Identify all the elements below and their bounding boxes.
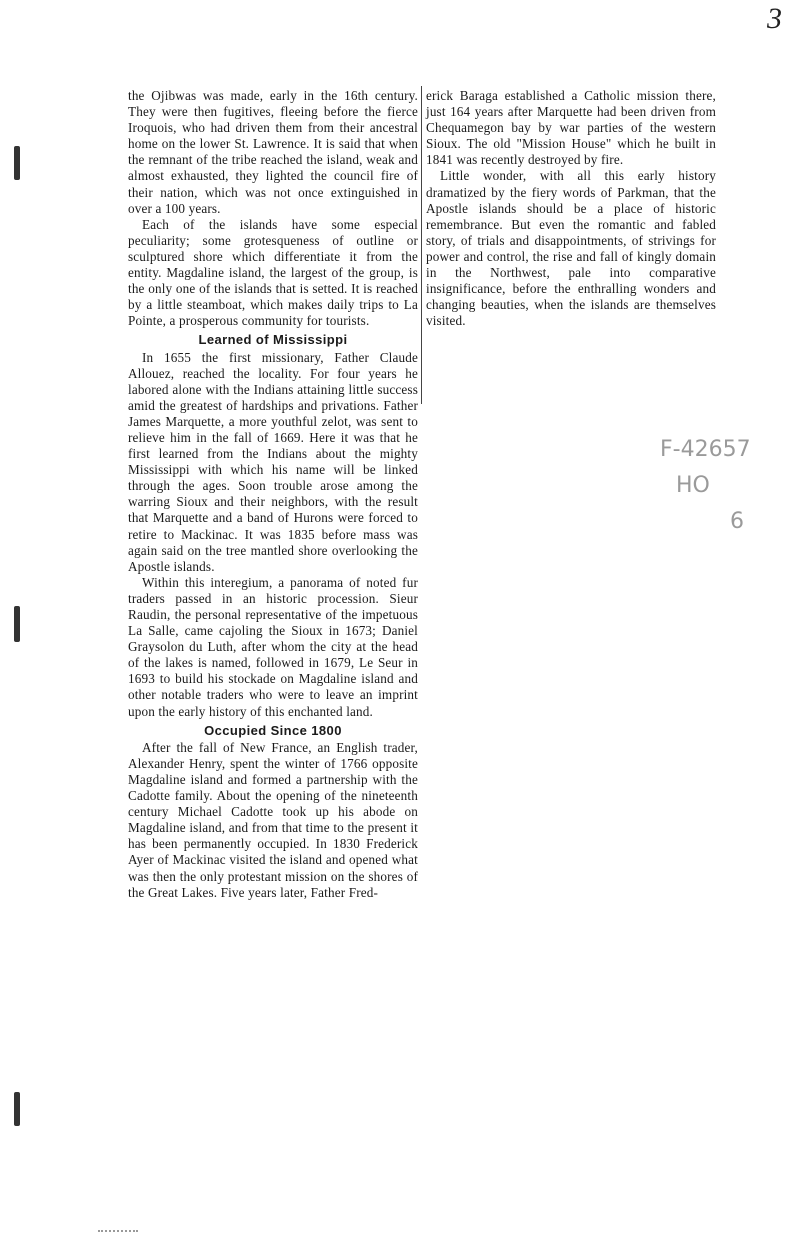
left-paragraph-3: In 1655 the first missionary, Father Claude Allouez, reached the locality. For four years he labored alone with the Indians attaining little success amid the greatest of hardships and privations. Father James Marquette, a more youthful zelot, was sent to relieve him in the fall of 1669. Here it was that he first learned from the Indians about the mighty Mississippi with which his name will be linked through the ages. Soon trouble arose among the warring Sioux and their neighbors, with the result that Marquette and a band of Hurons were forced to retire to Mackinac. It was 1835 before mass was again said on the tree mantled shore overlooking the Apostle islands. [128,349,418,574]
pencil-note-line-1: F-42657 [660,437,751,462]
binder-hole-middle [14,606,20,642]
left-paragraph-2: Each of the islands have some especial peculiarity; some grotesqueness of outline or sculptured shore which differentiate it from the entity. Magdaline island, the largest of the group, is the only one of the islands that is setted. It is reached by a little steamboat, which makes daily trips to La Pointe, a prosperous community for tourists. [128,216,418,329]
pencil-annotation [660,432,770,552]
page-number: 3 [767,2,782,35]
article-left-column [128,88,418,901]
left-paragraph-4: Within this interegium, a panorama of noted fur traders passed in an historic procession. Sieur Raudin, the personal representative of the impetuous La Salle, came cajoling the Sioux in 1673; Daniel Graysolon du Luth, after whom the city at the head of the lakes is named, followed in 1679, Le Seur in 1693 to build his stockade on Magdaline island and other notable traders who were to leave an imprint upon the early history of this enchanted land. [128,574,418,719]
article-right-column [426,88,716,329]
subheading-occupied-since-1800: Occupied Since 1800 [204,722,342,738]
pencil-note-line-3: 6 [730,509,744,534]
column-divider [421,86,422,404]
binder-hole-bottom [14,1092,20,1126]
dotted-mark [98,1222,138,1232]
left-paragraph-5: After the fall of New France, an English trader, Alexander Henry, spent the winter of 1766 opposite Magdaline island and formed a partnership with the Cadotte family. About the opening of the nineteenth century Michael Cadotte took up his abode on Magdaline island, and from that time to the present it has been permanently occupied. In 1830 Frederick Ayer of Mackinac visited the island and opened what was then the only protestant mission on the shores of the Great Lakes. Five years later, Father Fred- [128,739,418,900]
pencil-note-line-2: HO [676,473,710,498]
right-paragraph-1: erick Baraga established a Catholic mission there, just 164 years after Marquette had been driven from Chequamegon bay by war parties of the western Sioux. The old "Mission House" which he built in 1841 was recently destroyed by fire. [426,88,716,168]
binder-hole-top [14,146,20,180]
subheading-learned-of-mississippi: Learned of Mississippi [198,332,348,348]
right-paragraph-2: Little wonder, with all this early history dramatized by the fiery words of Parkman, that the Apostle islands should be a place of historic remembrance. But even the romantic and fabled story, of trials and disappointments, of strivings for power and control, the rise and fall of kingly domain in the Northwest, pale into comparative insignificance, before the enthralling wonders and changing beauties, when the islands are themselves visited. [426,168,716,329]
left-paragraph-1: the Ojibwas was made, early in the 16th century. They were then fugitives, fleeing before the fierce Iroquois, who had driven them from their ancestral home on the lower St. Lawrence. It is said that when the remnant of the tribe reached the island, weak and almost exhausted, they lighted the council fire of their nation, which was not once extinguished in over a 100 years. [128,88,418,216]
